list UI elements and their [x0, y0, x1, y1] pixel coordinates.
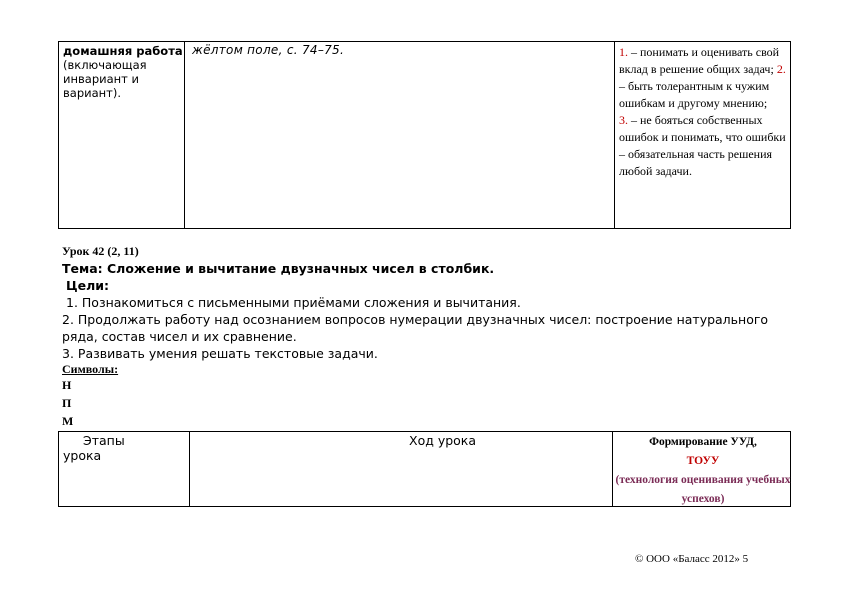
goal-item: 3. Развивать умения решать текстовые задачи.	[62, 346, 378, 361]
goals-heading: Цели:	[66, 278, 109, 293]
uud-item-text: – не бояться собственных ошибок и понимать, что ошибки – обязательная часть решения любой задачи.	[619, 113, 786, 178]
column-header-course: Ход урока	[409, 433, 477, 448]
uud-item-number: 3.	[619, 113, 628, 127]
symbol-item: П	[62, 396, 72, 410]
table-divider	[189, 432, 190, 506]
uud-item-text: – понимать и оценивать свой вклад в решение общих задач;	[619, 45, 780, 76]
uud-item-text: – быть толерантным к чужим ошибкам и другому мнению;	[619, 79, 770, 110]
column-header-stages-line: Этапы	[83, 433, 125, 448]
lesson-table	[58, 431, 791, 507]
uud-abbreviation: ТОУУ	[686, 455, 720, 467]
page-footer: © ООО «Баласс 2012» 5	[635, 553, 749, 565]
goal-item: 1. Познакомиться с письменными приёмами сложения и вычитания.	[66, 295, 521, 310]
column-header-uud	[615, 433, 791, 509]
lesson-topic: Тема: Сложение и вычитание двузначных чисел в столбик.	[62, 261, 495, 276]
table-divider	[614, 42, 615, 228]
lesson-number: Урок 42 (2, 11)	[62, 244, 139, 258]
column-header-stages	[63, 433, 183, 463]
page-reference: жёлтом поле, с. 74–75.	[192, 43, 345, 57]
uud-item-number: 2.	[776, 62, 786, 76]
homework-label: домашняя работа	[63, 44, 183, 58]
homework-table	[58, 41, 791, 229]
homework-note: (включающая инвариант и вариант).	[63, 58, 147, 100]
uud-item	[619, 44, 789, 112]
symbols-heading: Символы:	[62, 362, 119, 376]
symbol-item: М	[62, 414, 74, 428]
goal-item: 2. Продолжать работу над осознанием вопросов нумерации двузначных чисел: построение натурального ряда, состав чисел и их сравнение.	[62, 312, 769, 344]
symbol-item: Н	[62, 378, 72, 392]
uud-item-number: 1.	[619, 45, 628, 59]
column-header-stages-line: урока	[63, 448, 102, 463]
uud-item	[619, 112, 789, 180]
uud-items-cell	[619, 44, 789, 180]
table-divider	[184, 42, 185, 228]
uud-title: Формирование УУД,	[649, 436, 757, 448]
table-divider	[612, 432, 613, 506]
homework-label-cell	[63, 44, 183, 100]
uud-expansion: (технология оценивания учебных успехов)	[615, 474, 791, 505]
